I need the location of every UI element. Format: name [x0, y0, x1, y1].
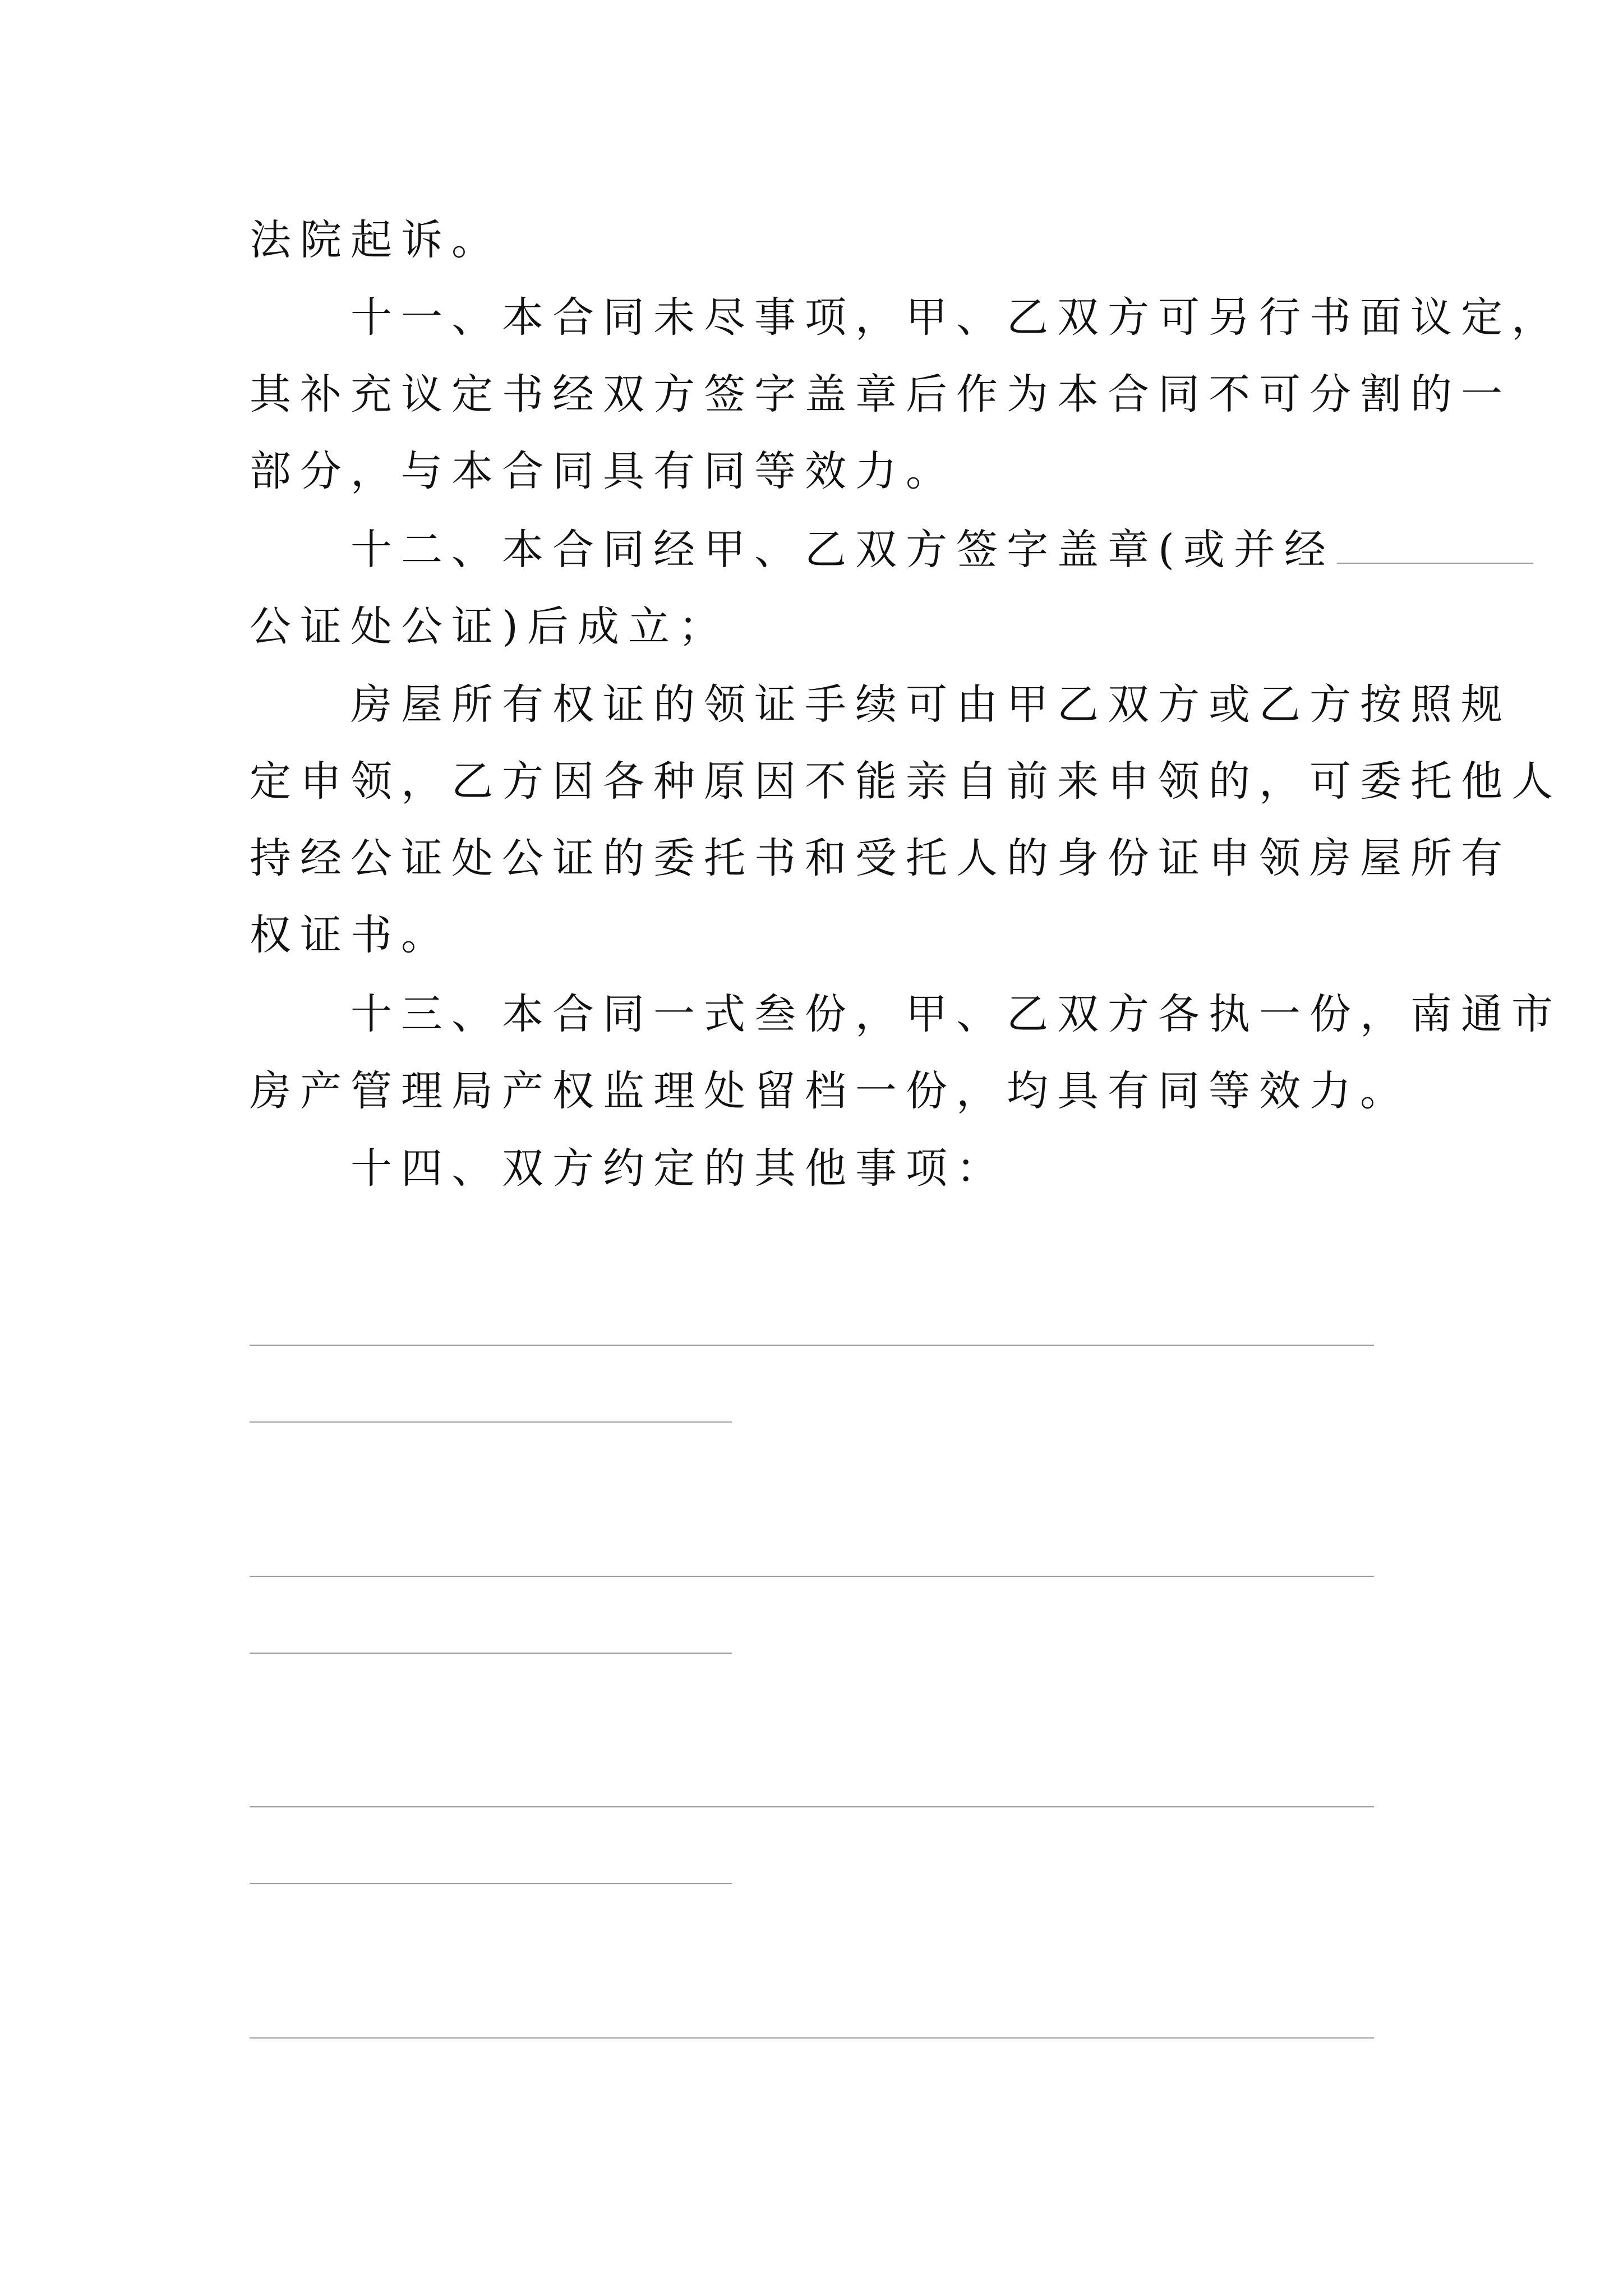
paragraph-clause-14 [250, 1130, 1394, 1207]
text-line: 十三、本合同一式叁份，甲、乙双方各执一份，南通市 [250, 990, 1562, 1038]
blank-line [250, 1883, 732, 1884]
text-line: 定申领，乙方因各种原因不能亲自前来申领的，可委托他人 [250, 757, 1562, 806]
text-line [250, 512, 1394, 588]
text-line: 房屋所有权证的领证手续可由甲乙双方或乙方按照规 [250, 680, 1511, 729]
paragraph-clause-12 [250, 512, 1394, 665]
blank-line [250, 1345, 1374, 1346]
notary-office-blank [1337, 523, 1533, 564]
text-line: 权证书。 [250, 911, 451, 959]
text-line: 十一、本合同未尽事项，甲、乙双方可另行书面议定， [250, 293, 1562, 342]
blank-line [250, 1421, 732, 1423]
paragraph-continuation [250, 202, 1394, 279]
blank-line [250, 1653, 732, 1654]
blank-line [250, 1806, 1374, 1807]
paragraph-certificate [250, 666, 1562, 974]
text-line: 其补充议定书经双方签字盖章后作为本合同不可分割的一 [250, 370, 1511, 418]
paragraph-clause-11 [250, 279, 1562, 510]
paragraph-clause-13 [250, 976, 1562, 1130]
blank-line [250, 2037, 1374, 2039]
clause-12-text: 十二、本合同经甲、乙双方签字盖章(或并经 [250, 526, 1335, 574]
text-line: 房产管理局产权监理处留档一份，均具有同等效力。 [250, 1067, 1410, 1115]
text-line: 公证处公证)后成立； [250, 602, 729, 651]
text-line: 法院起诉。 [250, 216, 502, 264]
blank-line [250, 1576, 1374, 1577]
text-line: 部分，与本合同具有同等效力。 [250, 447, 956, 495]
text-line: 持经公证处公证的委托书和受托人的身份证申领房屋所有 [250, 834, 1511, 882]
text-line: 十四、双方约定的其他事项： [250, 1144, 1007, 1193]
